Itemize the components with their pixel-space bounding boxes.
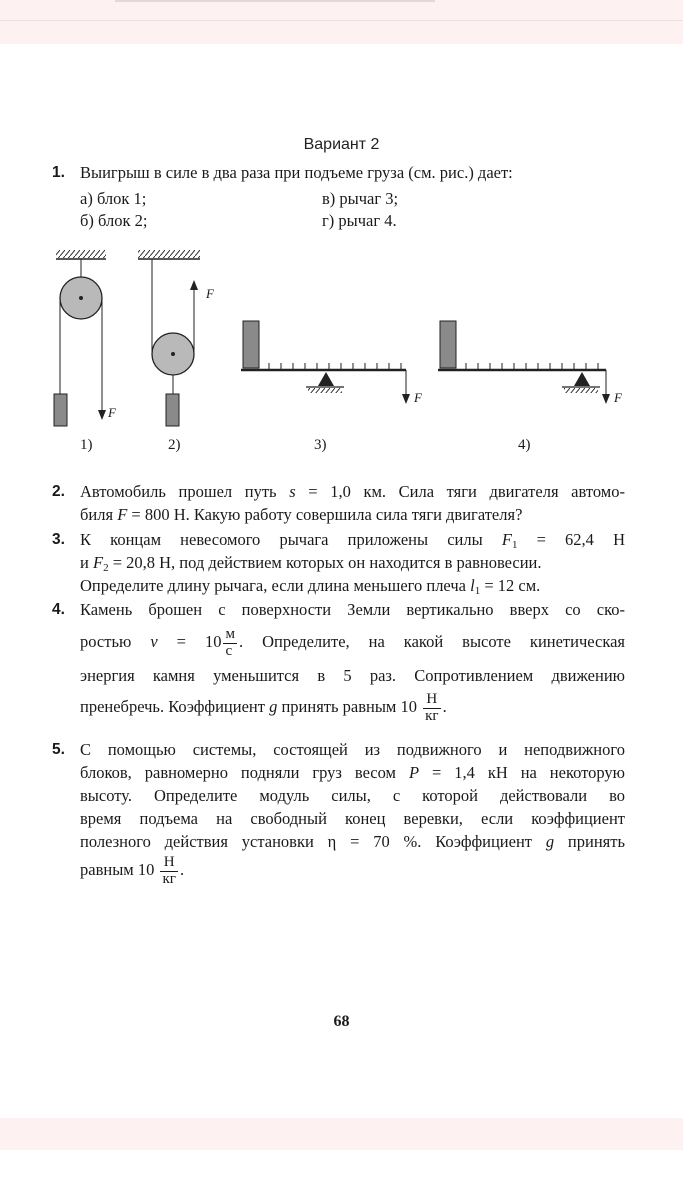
problem-3-line-3: Определите длину рычага, если длина меньшего плеча $l_1 = 12$ см. (80, 576, 541, 597)
problem-3-line-1: К концам невесомого рычага приложены силы $F_1 = 62,4$ Н (80, 530, 625, 551)
problem-1-option-g: г) рычаг 4. (322, 211, 397, 230)
page-title: Вариант 2 (303, 136, 380, 153)
top-divider (115, 0, 435, 2)
fraction-n-per-kg-2: $\frac{Н}{кг}$ (162, 853, 176, 887)
problem-4-line-4: пренебречь. Коэффициент g принять равным 10 $\frac{Н}{кг}$ . (80, 690, 447, 724)
problem-4-line-2: ростью v = 10 $\frac{м}{с}$ . Определите, на какой высоте кинетическая (80, 626, 626, 659)
problem-5-line-5: полезного действия установки η = 70 %. Коэффициент g принять (80, 832, 625, 851)
figure-label-4: 4) (518, 437, 531, 453)
figure-label-3: 3) (314, 437, 327, 453)
problem-5-line-2: блоков, равномерно подняли груз весом P = 1,4 кН на некоторую (80, 763, 626, 782)
top-band (0, 0, 683, 44)
bottom-band (0, 1118, 683, 1150)
lever-4-diagram (438, 321, 623, 453)
problem-5-line-1: С помощью системы, состоящей из подвижного и неподвижного (80, 740, 625, 759)
problem-1-option-b: б) блок 2; (80, 211, 148, 230)
problem-4-line-3: энергия камня уменьшится в 5 раз. Сопротивлением движению (80, 666, 625, 685)
fraction-n-per-kg: $\frac{Н}{кг}$ (425, 690, 439, 724)
figure-label-1: 1) (80, 437, 93, 453)
problem-5-line-4: время подъема на свободный конец веревки, если коэффициент (80, 809, 625, 828)
fixed-pulley-diagram (54, 250, 117, 453)
lever-3-diagram (241, 321, 423, 453)
problem-5-line-6: равным 10 $\frac{Н}{кг}$ . (80, 853, 185, 887)
force-label-3: F (414, 390, 422, 405)
problem-2-line-2: биля F = 800 Н. Какую работу совершила сила тяги двигателя? (80, 505, 523, 524)
page-number: 68 (333, 1013, 350, 1030)
movable-pulley-diagram (138, 250, 215, 453)
problem-4-number: 4. (52, 601, 65, 618)
force-label-1: F (108, 405, 116, 420)
problem-3-number: 3. (52, 531, 65, 548)
problem-3-line-2: и $F_2 = 20,8$ Н, под действием которых он находится в равновесии. (80, 553, 542, 574)
force-label-2: F (206, 286, 214, 301)
mechanics-figure (40, 244, 640, 459)
problem-5-number: 5. (52, 741, 65, 758)
problem-2-line-1: Автомобиль прошел путь s = 1,0 км. Сила тяги двигателя автомо- (80, 482, 625, 501)
problem-1-option-a: а) блок 1; (80, 189, 147, 208)
fraction-m-per-s: $\frac{м}{с}$ (225, 626, 235, 659)
problem-4-line-1: Камень брошен с поверхности Земли вертикально вверх со ско- (80, 600, 625, 619)
figure-label-2: 2) (168, 437, 181, 453)
problem-5-line-3: высоту. Определите модуль силы, с которой действовали во (80, 786, 625, 805)
problem-1-number: 1. (52, 164, 65, 181)
force-label-4: F (614, 390, 622, 405)
problem-1-option-v: в) рычаг 3; (322, 189, 399, 208)
top-rule (0, 20, 683, 21)
problem-2-number: 2. (52, 483, 65, 500)
problem-1-text: Выигрыш в силе в два раза при подъеме груза (см. рис.) дает: (80, 163, 513, 182)
